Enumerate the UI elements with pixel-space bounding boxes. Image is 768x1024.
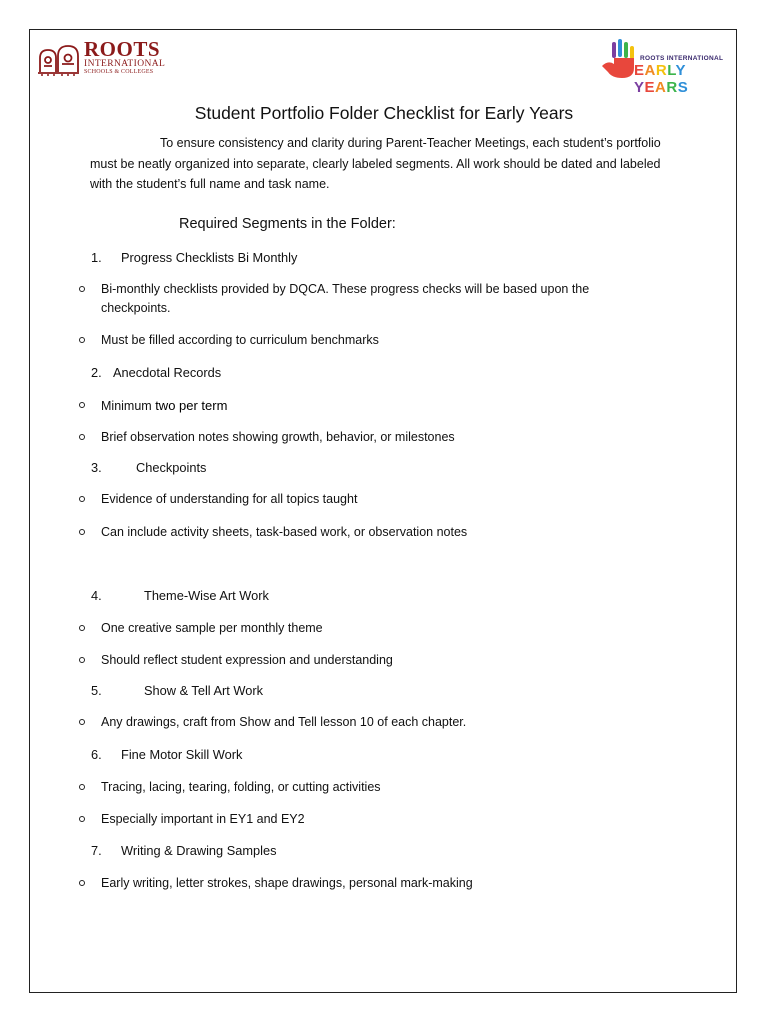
- bullet-circle-icon: [79, 816, 85, 822]
- segment-title: Checkpoints: [136, 460, 207, 475]
- segment-number: 1.: [91, 250, 102, 265]
- segment-title: Anecdotal Records: [113, 365, 222, 380]
- bullet-text: Early writing, letter strokes, shape drawings, personal mark-making: [101, 876, 473, 890]
- bullet-emphasis: two per term: [155, 398, 228, 413]
- bullet-circle-icon: [79, 880, 85, 886]
- segment-title: Theme-Wise Art Work: [144, 588, 269, 603]
- early-years-logo: [598, 38, 730, 96]
- segment-heading: [91, 843, 277, 858]
- segment-heading: [91, 250, 298, 265]
- bullet-text: Bi-monthly checklists provided by DQCA. These progress checks will be based upon the checkpoints.: [101, 282, 590, 315]
- bullet-text: Should reflect student expression and understanding: [101, 653, 393, 667]
- bullet-circle-icon: [79, 784, 85, 790]
- segment-number: 6.: [91, 747, 102, 762]
- intro-text: To ensure consistency and clarity during Parent-Teacher Meetings, each student’s portfolio must be neatly organized into separate, clearly labeled segments. All work should be dated and labeled with the student’s full name and task name.: [90, 136, 661, 191]
- intro-paragraph: [90, 133, 670, 195]
- bullet-text: One creative sample per monthly theme: [101, 621, 323, 635]
- segment-title: Writing & Drawing Samples: [121, 843, 277, 858]
- bullet-circle-icon: [79, 496, 85, 502]
- logo-schools-text: SCHOOLS & COLLEGES: [84, 69, 154, 75]
- bullet-circle-icon: [79, 625, 85, 631]
- segment-title: Fine Motor Skill Work: [121, 747, 243, 762]
- bullet-circle-icon: [79, 337, 85, 343]
- logo-international-text: INTERNATIONAL: [84, 59, 166, 69]
- logo-roots-intl-text: ROOTS INTERNATIONAL: [640, 55, 724, 62]
- bullet-text: Brief observation notes showing growth, behavior, or milestones: [101, 430, 455, 444]
- bullet-text: Evidence of understanding for all topics taught: [101, 492, 358, 506]
- roots-logo: [36, 38, 166, 78]
- segment-number: 7.: [91, 843, 102, 858]
- segments-subheading: Required Segments in the Folder:: [179, 216, 396, 232]
- roots-crest-icon: [36, 42, 80, 76]
- bullet-text: Can include activity sheets, task-based work, or observation notes: [101, 525, 468, 539]
- bullet-text: Any drawings, craft from Show and Tell lesson 10 of each chapter.: [101, 715, 467, 729]
- segment-title: Show & Tell Art Work: [144, 683, 264, 698]
- segment-heading: [91, 683, 264, 698]
- bullet-circle-icon: [79, 719, 85, 725]
- segment-heading: [91, 460, 207, 475]
- document-title: Student Portfolio Folder Checklist for Early Years: [194, 103, 574, 123]
- segment-heading: [91, 365, 222, 380]
- bullet-circle-icon: [79, 657, 85, 663]
- logo-early-years-text: EARLY YEARS: [634, 62, 689, 96]
- segment-heading: [91, 588, 269, 603]
- bullet-circle-icon: [79, 286, 85, 292]
- bullet-circle-icon: [79, 402, 85, 408]
- segment-number: 2.: [91, 365, 102, 380]
- bullet-circle-icon: [79, 434, 85, 440]
- segment-number: 4.: [91, 588, 102, 603]
- bullet-text: Tracing, lacing, tearing, folding, or cutting activities: [101, 780, 381, 794]
- segment-number: 3.: [91, 460, 102, 475]
- bullet-text: Especially important in EY1 and EY2: [101, 812, 305, 826]
- logo-roots-text: ROOTS: [84, 37, 161, 61]
- bullet-text: Must be filled according to curriculum benchmarks: [101, 333, 379, 347]
- segment-number: 5.: [91, 683, 102, 698]
- segment-heading: [91, 747, 243, 762]
- bullet-text: Minimum: [101, 399, 152, 413]
- bullet-circle-icon: [79, 529, 85, 535]
- segment-title: Progress Checklists Bi Monthly: [121, 250, 298, 265]
